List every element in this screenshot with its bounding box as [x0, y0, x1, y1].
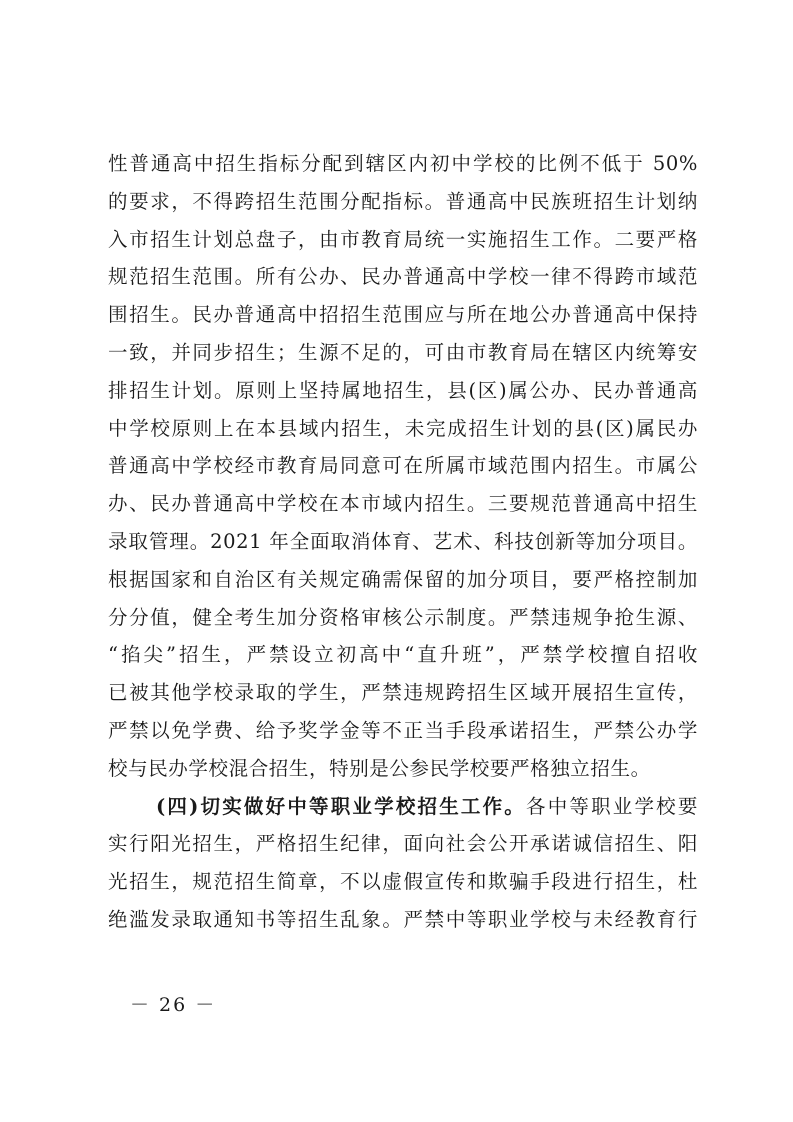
- section-heading-continuation: 各中等职业学校要: [526, 794, 698, 818]
- paragraph-line: 分分值，健全考生加分资格审核公示制度。严禁违规争抢生源、: [108, 605, 698, 629]
- paragraph-line: 光招生，规范招生简章，不以虚假宣传和欺骗手段进行招生，杜: [108, 870, 698, 894]
- body-text: [108, 145, 698, 939]
- paragraph-line: 绝滥发录取通知书等招生乱象。严禁中等职业学校与未经教育行: [108, 907, 698, 931]
- paragraph-line: 规范招生范围。所有公办、民办普通高中学校一律不得跨市域范: [108, 265, 698, 289]
- paragraph-line: 录取管理。2021 年全面取消体育、艺术、科技创新等加分项目。: [108, 529, 698, 553]
- paragraph-line: 的要求，不得跨招生范围分配指标。普通高中民族班招生计划纳: [108, 189, 698, 213]
- paragraph-line: “掐尖”招生，严禁设立初高中“直升班”，严禁学校擅自招收: [108, 643, 698, 667]
- paragraph-line: 办、民办普通高中学校在本市域内招生。三要规范普通高中招生: [108, 492, 698, 516]
- paragraph-line: 入市招生计划总盘子，由市教育局统一实施招生工作。二要严格: [108, 227, 698, 251]
- paragraph-line: 校与民办学校混合招生，特别是公参民学校要严格独立招生。: [108, 756, 651, 780]
- paragraph-line: 一致，并同步招生；生源不足的，可由市教育局在辖区内统筹安: [108, 340, 698, 364]
- paragraph-line: 排招生计划。原则上坚持属地招生，县(区)属公办、民办普通高: [108, 378, 698, 402]
- paragraph-line: 普通高中学校经市教育局同意可在所属市域范围内招生。市属公: [108, 454, 698, 478]
- paragraph-line: 性普通高中招生指标分配到辖区内初中学校的比例不低于 50%: [108, 152, 698, 175]
- paragraph-line: 已被其他学校录取的学生，严禁违规跨招生区域开展招生宣传，: [108, 681, 698, 705]
- paragraph-line: 围招生。民办普通高中招招生范围应与所在地公办普通高中保持: [108, 303, 698, 327]
- page-number: － 26 －: [130, 994, 217, 1016]
- paragraph-line: 实行阳光招生，严格招生纪律，面向社会公开承诺诚信招生、阳: [108, 832, 698, 856]
- paragraph-line: 根据国家和自治区有关规定确需保留的加分项目，要严格控制加: [108, 567, 698, 591]
- section-heading: (四)切实做好中等职业学校招生工作。: [156, 794, 526, 818]
- paragraph-line: 中学校原则上在本县域内招生，未完成招生计划的县(区)属民办: [108, 416, 698, 440]
- paragraph-line: 严禁以免学费、给予奖学金等不正当手段承诺招生，严禁公办学: [108, 718, 698, 742]
- section-heading-line: [108, 788, 698, 826]
